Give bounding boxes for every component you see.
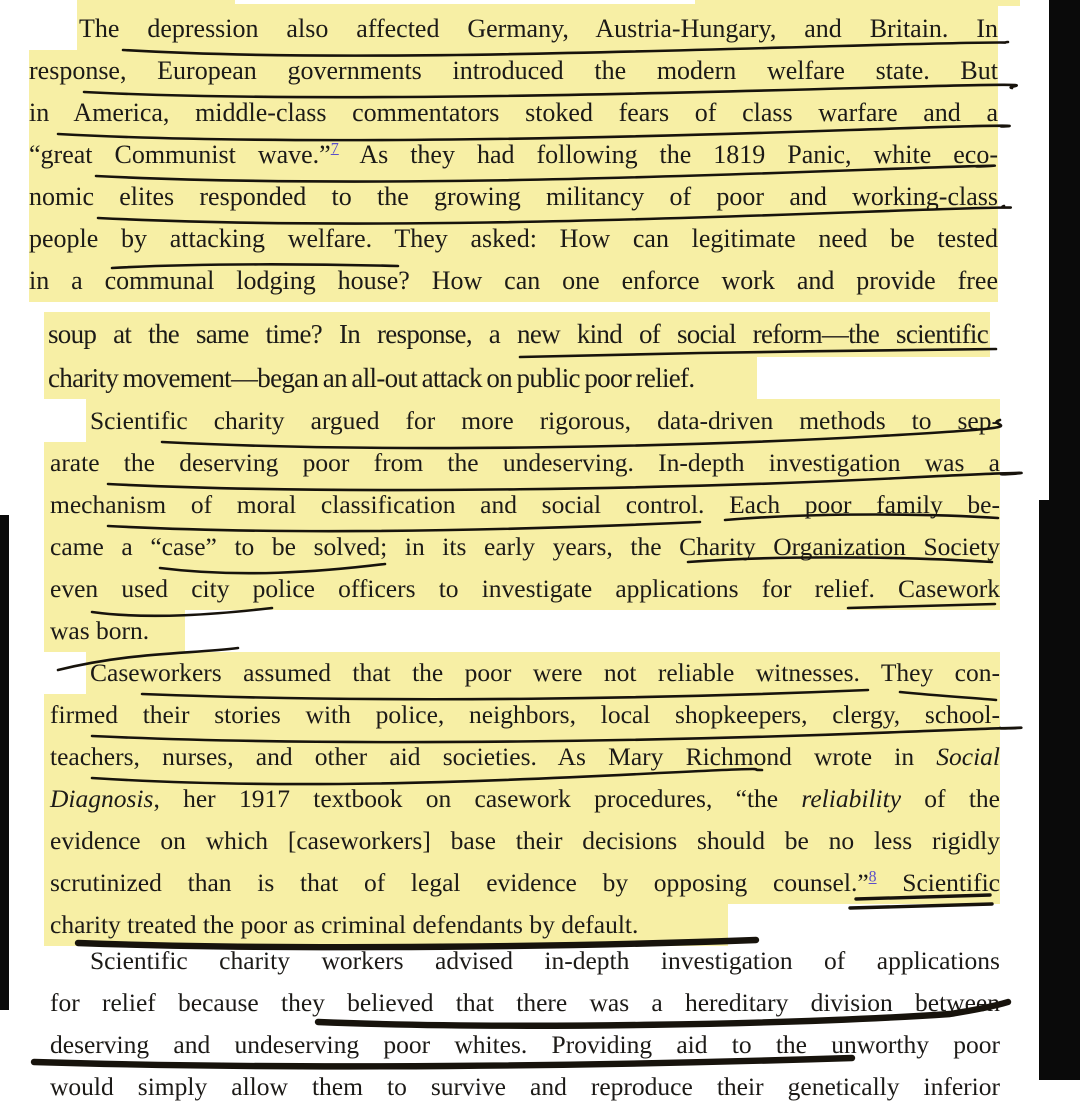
text-line: charity movement—began an all-out attack on public poor relief.	[48, 363, 695, 393]
text-line: firmed their stories with police, neighbors, local shopkeepers, clergy, school-	[50, 700, 1000, 729]
text-line: came a “case” to be solved; in its early years, the Charity Organization Society	[50, 532, 1000, 561]
text-segment: of the	[901, 784, 1000, 813]
text-line: charity treated the poor as criminal defendants by default.	[50, 910, 639, 939]
text-line: Scientific charity workers advised in-depth investigation of applications	[90, 946, 1000, 975]
text-segment-italic: reliability	[801, 784, 902, 813]
text-line	[50, 736, 1000, 778]
text-line: response, European governments introduced the modern welfare state. But	[29, 56, 998, 85]
text-segment-italic: Social	[936, 742, 1000, 771]
text-line: deserving and undeserving poor whites. Providing aid to the unworthy poor	[50, 1030, 1000, 1059]
text-line: was born.	[50, 616, 150, 645]
text-line: mechanism of moral classification and social control. Each poor family be-	[50, 490, 1000, 519]
text-line: nomic elites responded to the growing militancy of poor and working-class	[29, 182, 998, 211]
text-segment: , her 1917 textbook on casework procedures, “the	[153, 784, 802, 813]
text-segment: Scientific	[876, 868, 1000, 897]
text-line: Scientific charity argued for more rigorous, data-driven methods to sep-	[90, 406, 1000, 435]
footnote-ref-7[interactable]: 7	[330, 140, 339, 158]
text-line: in a communal lodging house? How can one enforce work and provide free	[29, 266, 998, 295]
text-line: Caseworkers assumed that the poor were not reliable witnesses. They con-	[90, 658, 1000, 687]
text-line: arate the deserving poor from the undeserving. In-depth investigation was a	[50, 448, 1000, 477]
text-line: for relief because they believed that there was a hereditary division between	[50, 988, 1000, 1017]
text-line: evidence on which [caseworkers] base their decisions should be no less rigidly	[50, 826, 1000, 855]
scan-artifact-bar-right-top	[1049, 0, 1080, 500]
text-segment: “great Communist wave.”	[29, 140, 331, 169]
scan-artifact-bar-right-bottom	[1039, 500, 1080, 1080]
footnote-ref-8[interactable]: 8	[868, 868, 877, 886]
text-segment: As they had following the 1819 Panic, white eco-	[338, 140, 998, 169]
text-line: in America, middle-class commentators stoked fears of class warfare and a	[29, 98, 998, 127]
text-line: even used city police officers to investigate applications for relief. Casework	[50, 574, 1000, 603]
scan-artifact-bar-left	[0, 515, 9, 1010]
text-line: soup at the same time? In response, a new kind of social reform—the scientific	[48, 319, 988, 349]
text-segment: teachers, nurses, and other aid societies. As Mary Richmond wrote in	[50, 742, 937, 771]
text-line	[50, 778, 1000, 820]
text-line: The depression also affected Germany, Austria-Hungary, and Britain. In	[79, 14, 998, 43]
text-segment: scrutinized than is that of legal evidence by opposing counsel.”	[50, 868, 869, 897]
text-line: would simply allow them to survive and reproduce their genetically inferior	[50, 1072, 1000, 1101]
text-line	[50, 862, 1000, 904]
text-segment-italic: Diagnosis	[50, 784, 154, 813]
text-line	[29, 134, 998, 176]
text-line: people by attacking welfare. They asked: How can legitimate need be tested	[29, 224, 998, 253]
